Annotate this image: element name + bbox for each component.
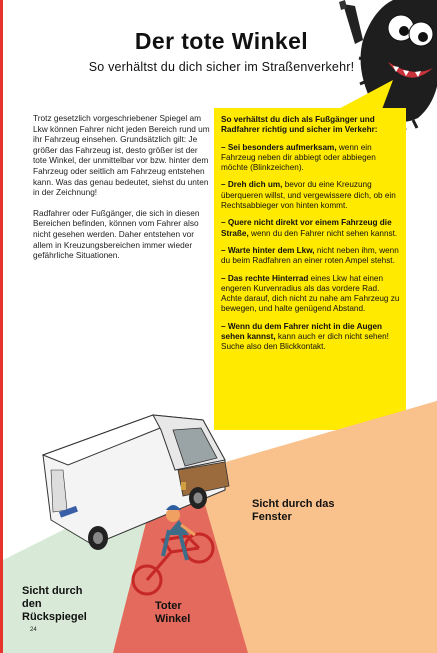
tip-text: eines Lkw hat einen engeren Kurvenradius als das vordere Rad. Achte darauf, dich nicht zu nahe am Fahrzeug zu bewegen, und halte genügend Abstand. — [221, 273, 400, 314]
tip-text: wenn ein Fahrzeug neben dir abbiegt oder abbiegen möchte (Blinkzeichen). — [221, 142, 376, 173]
tip-item — [221, 274, 401, 315]
tip-item — [221, 218, 401, 239]
tip-text: wenn du den Fahrer nicht sehen kannst. — [248, 228, 398, 238]
tip-text: nicht neben ihm, wenn du beim Radfahren an einer roten Ampel stehst. — [221, 245, 399, 266]
page-number: 24 — [30, 627, 37, 633]
zone-label-blind-spot: Toter Winkel — [155, 600, 191, 625]
tips-heading: So verhältst du dich als Fußgänger und Radfahrer richtig und sicher im Verkehr: — [221, 115, 378, 135]
tip-item — [221, 246, 401, 267]
intro-paragraph: Radfahrer oder Fußgänger, die sich in diesen Bereichen befinden, können vom Fahrer also nicht gesehen werden. Daher entstehen vor allem in Kreuzungsbereichen immer wieder gefährliche Situationen. — [33, 207, 200, 261]
tip-item — [221, 322, 401, 353]
tip-bold: – Quere nicht direkt vor einem Fahrzeug die Straße, — [221, 218, 392, 238]
intro-text — [33, 113, 211, 271]
tip-bold: – Sei besonders aufmerksam, — [221, 142, 337, 152]
tip-bold: – Das rechte Hinterrad — [221, 273, 309, 283]
page-subtitle: So verhältst du dich sicher im Straßenverkehr! — [88, 60, 355, 74]
tip-item — [221, 143, 401, 174]
page-title: Der tote Winkel — [134, 28, 309, 54]
intro-paragraph: Trotz gesetzlich vorgeschriebener Spiegel am Lkw können Fahrer nicht jeden Bereich rund um ihr Fahrzeug einsehen. Grundsätzlich gilt: Je größer das Fahrzeug ist, desto größer ist der tote Winkel, der unmittelbar vor bzw. hinter dem Fahrzeug oder seitlich am Fahrzeug entstehen kann. Was das genau bedeutet, siehst du unten in der Zeichnung! — [33, 113, 210, 198]
zone-label-window: Sicht durch das Fenster — [252, 498, 335, 523]
tips-content — [221, 115, 401, 360]
tip-item — [221, 180, 401, 211]
tip-bold: – Wenn du dem Fahrer nicht in die Augen sehen kannst, — [221, 321, 383, 342]
tip-text: kann auch er dich nicht sehen! Suche also den Blickkontakt. — [221, 332, 389, 352]
tip-text: bevor du eine Kreuzung überqueren willst, und vergewissere dich, ob ein Rechtsabbieger von hinten kommt. — [221, 180, 396, 211]
zone-label-mirror: Sicht durch den Rückspiegel — [22, 585, 87, 623]
tip-bold: – Dreh dich um, — [221, 180, 283, 190]
tip-bold: – Warte hinter dem Lkw, — [221, 245, 315, 255]
